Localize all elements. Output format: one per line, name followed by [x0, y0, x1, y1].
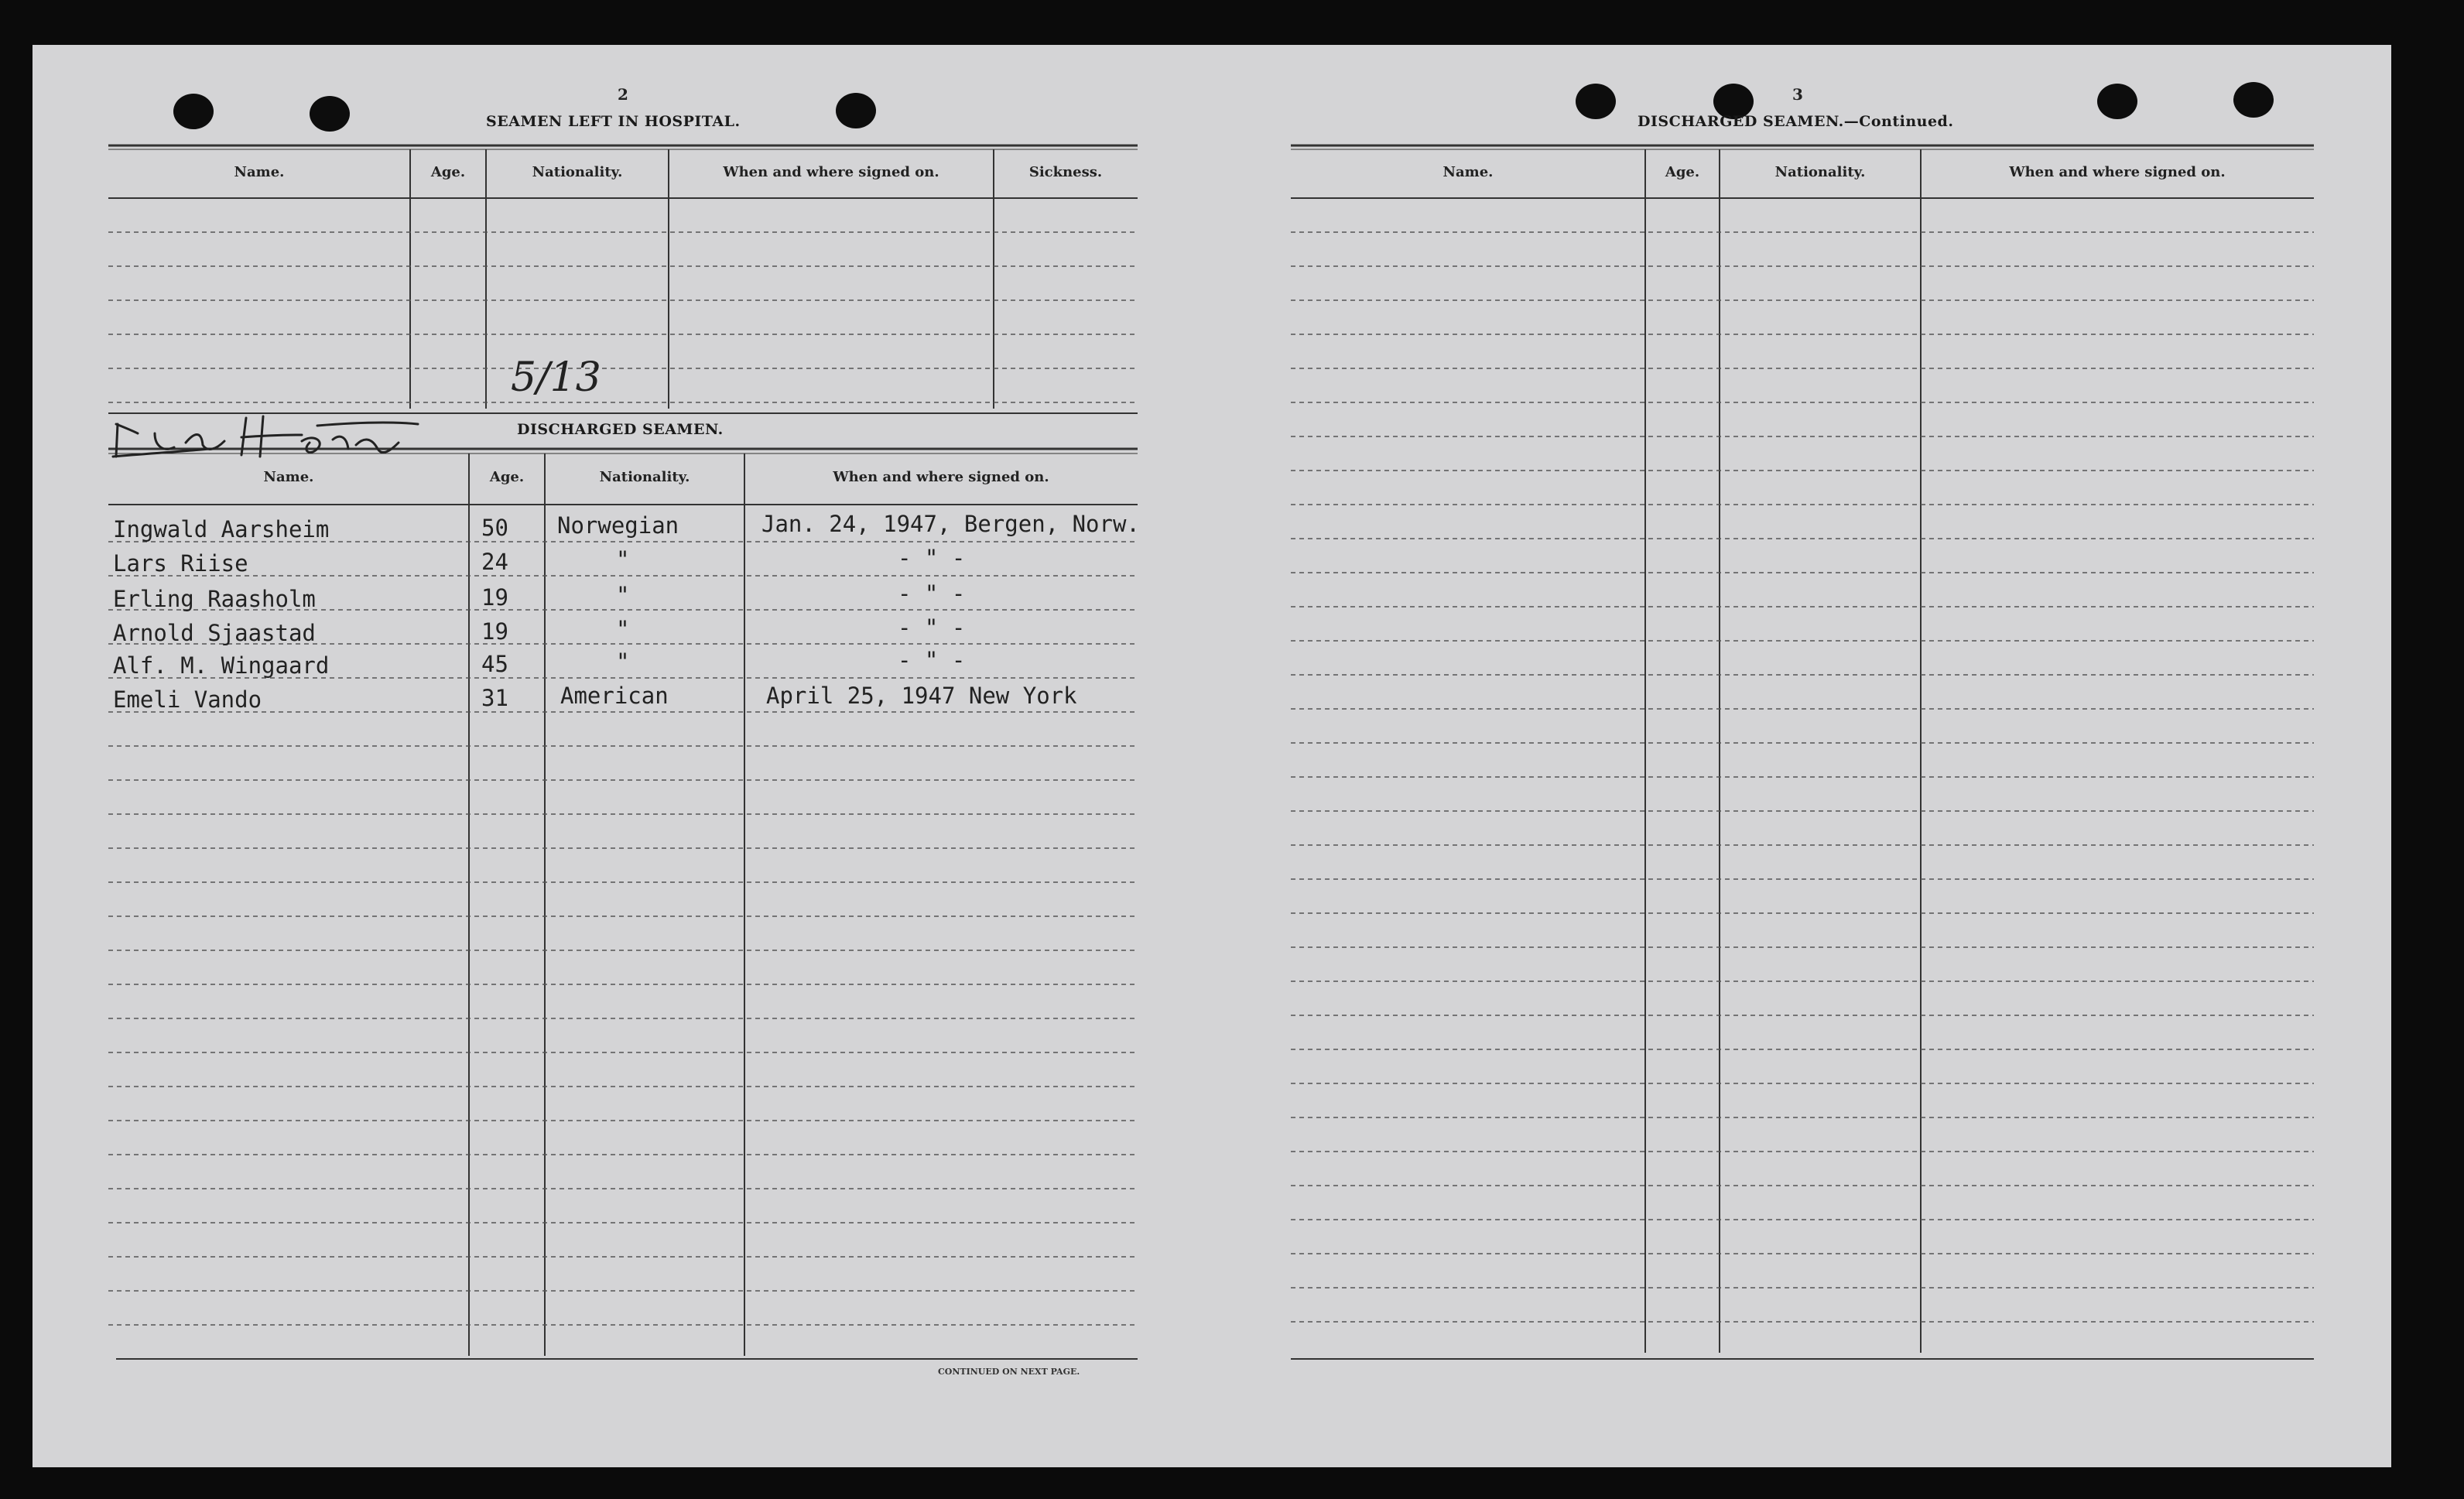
- right-header-age: Age.: [1665, 164, 1700, 180]
- right-header-name: Name.: [1442, 164, 1494, 180]
- seaman-name: Arnold Sjaastad: [113, 620, 316, 646]
- seaman-age: 19: [481, 584, 508, 611]
- seaman-signed-on: - " -: [898, 647, 966, 673]
- seaman-signed-on: Jan. 24, 1947, Bergen, Norw.: [761, 511, 1140, 537]
- page-number-left: 2: [618, 85, 628, 104]
- handwritten-number: 5/13: [511, 354, 601, 401]
- right-section-title: DISCHARGED SEAMEN.—Continued.: [1638, 113, 1954, 130]
- seaman-age: 24: [481, 549, 508, 575]
- discharged-header-nationality: Nationality.: [599, 469, 690, 485]
- signature-scribble: [113, 416, 418, 457]
- hospital-section-title: SEAMEN LEFT IN HOSPITAL.: [486, 113, 741, 130]
- hospital-header-age: Age.: [430, 164, 466, 180]
- discharged-header-signed-on: When and where signed on.: [833, 469, 1049, 485]
- discharged-header-name: Name.: [263, 469, 314, 485]
- discharged-header-age: Age.: [489, 469, 525, 485]
- seaman-name: Alf. M. Wingaard: [113, 652, 330, 679]
- seaman-nationality: American: [560, 683, 669, 709]
- right-header-nationality: Nationality.: [1774, 164, 1866, 180]
- seaman-name: Erling Raasholm: [113, 586, 316, 612]
- seaman-signed-on: - " -: [898, 580, 966, 607]
- seaman-nationality: ": [616, 649, 630, 675]
- seaman-age: 45: [481, 651, 508, 677]
- seaman-signed-on: - " -: [898, 614, 966, 641]
- page-number-right: 3: [1792, 85, 1803, 104]
- hospital-header-signed-on: When and where signed on.: [723, 164, 939, 180]
- seaman-signed-on: - " -: [898, 545, 966, 571]
- discharged-section-title: DISCHARGED SEAMEN.: [517, 421, 724, 438]
- seaman-name: Emeli Vando: [113, 686, 262, 713]
- seaman-age: 50: [481, 515, 508, 541]
- hospital-header-name: Name.: [234, 164, 285, 180]
- hospital-header-nationality: Nationality.: [532, 164, 623, 180]
- seaman-name: Lars Riise: [113, 550, 248, 577]
- seaman-name: Ingwald Aarsheim: [113, 516, 330, 542]
- seaman-signed-on: April 25, 1947 New York: [766, 683, 1077, 709]
- seaman-nationality: Norwegian: [557, 512, 679, 539]
- seaman-nationality: ": [616, 546, 630, 573]
- seaman-age: 19: [481, 618, 508, 645]
- hospital-header-sickness: Sickness.: [1028, 164, 1103, 180]
- seaman-nationality: ": [616, 616, 630, 642]
- seaman-nationality: ": [616, 582, 630, 608]
- right-header-signed-on: When and where signed on.: [2009, 164, 2226, 180]
- seaman-age: 31: [481, 685, 508, 711]
- continued-note: CONTINUED ON NEXT PAGE.: [938, 1367, 1080, 1377]
